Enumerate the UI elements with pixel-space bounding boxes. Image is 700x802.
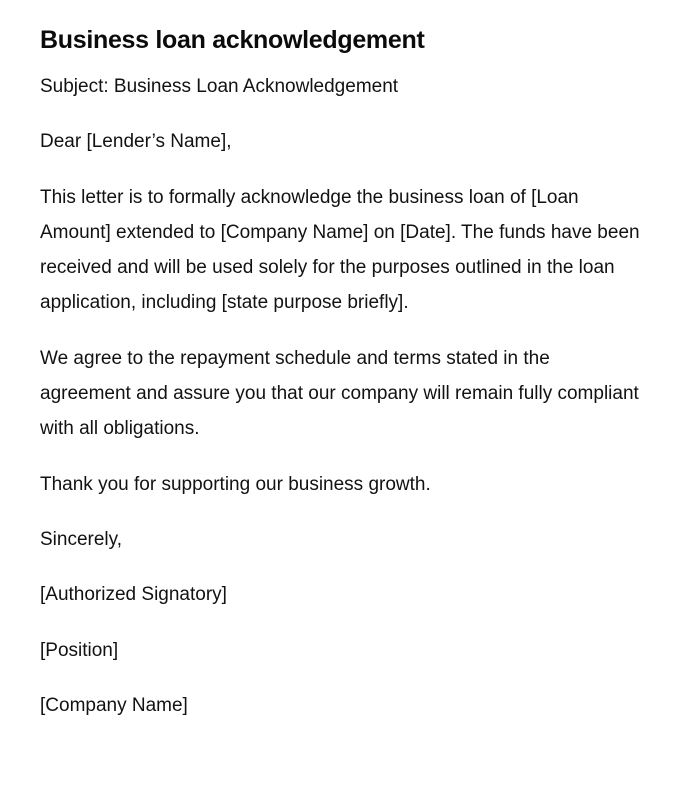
subject-line: Subject: Business Loan Acknowledgement: [40, 76, 399, 97]
body-paragraph-acknowledgement: This letter is to formally acknowledge the business loan of [Loan Amount] extended to [Company Name] on [Date]. The funds have been received and will be used solely for the purposes outlined in the loan application, including [state purpose briefly].: [40, 186, 640, 314]
signatory-company: [Company Name]: [40, 694, 188, 716]
letter-page: [40, 22, 640, 723]
signatory-name: [Authorized Signatory]: [40, 584, 227, 606]
body-paragraph-repayment: We agree to the repayment schedule and terms stated in the agreement and assure you that our company will remain fully compliant with all obligations.: [40, 347, 639, 440]
salutation: Dear [Lender’s Name],: [40, 131, 232, 153]
document-title: Business loan acknowledgement: [40, 26, 425, 54]
signatory-position: [Position]: [40, 639, 119, 661]
closing: Sincerely,: [40, 528, 123, 550]
body-paragraph-thanks: Thank you for supporting our business growth.: [40, 473, 431, 495]
